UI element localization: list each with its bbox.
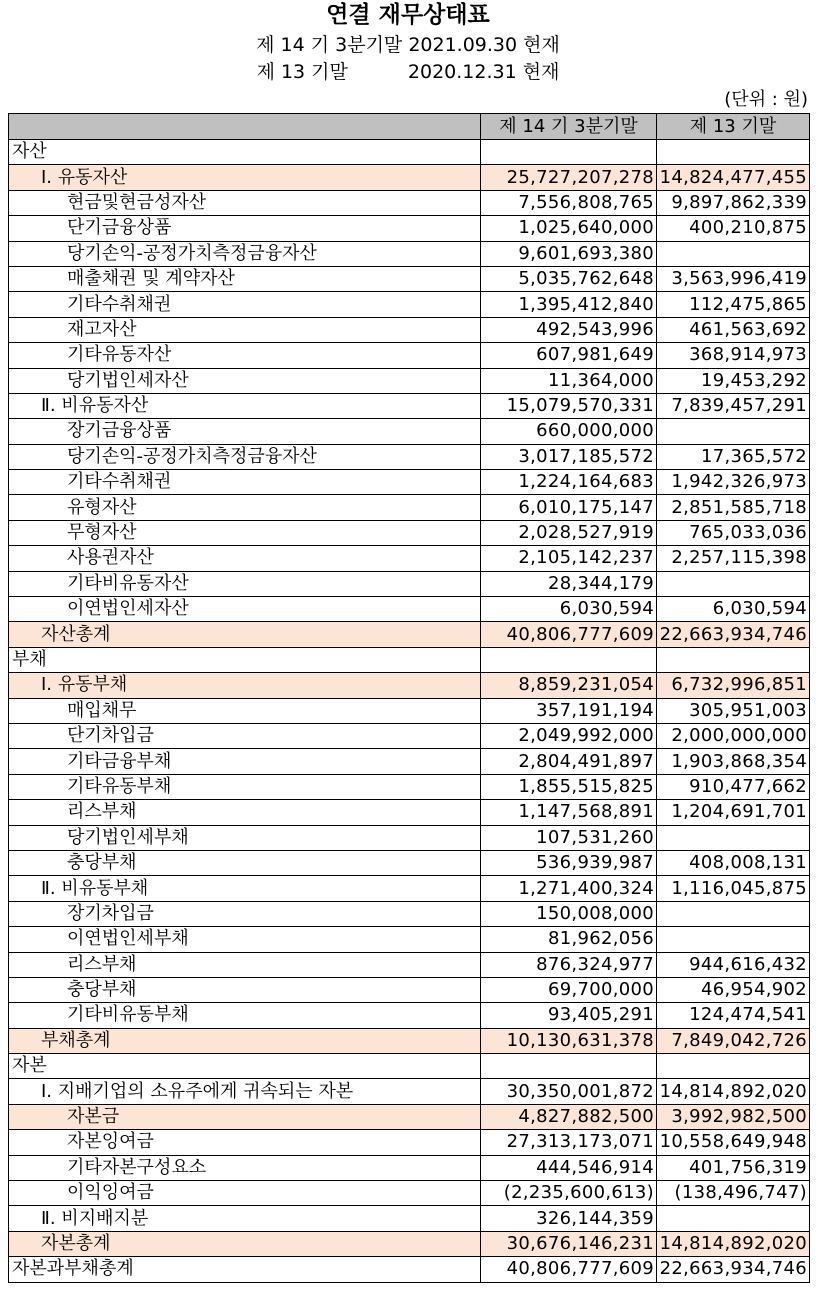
prior-period-label: 제 13 기말 <box>256 61 348 83</box>
prior-period-value: 46,954,902 <box>657 977 810 1002</box>
table-row <box>9 673 810 698</box>
prior-period-value: 7,849,042,726 <box>657 1028 810 1053</box>
current-period-value: 25,727,207,278 <box>481 165 657 190</box>
table-row <box>9 1206 810 1231</box>
prior-period-value: 2,257,115,398 <box>657 546 810 571</box>
account-label: 장기금융상품 <box>9 419 481 444</box>
current-period-value: 7,556,808,765 <box>481 190 657 215</box>
prior-period-value <box>657 825 810 850</box>
prior-period-value: 1,116,045,875 <box>657 876 810 901</box>
account-label: 기타금융부채 <box>9 749 481 774</box>
table-row <box>9 850 810 875</box>
current-period-value: 607,981,649 <box>481 343 657 368</box>
account-label: Ⅰ. 유동자산 <box>9 165 481 190</box>
account-label: 부채 <box>9 647 481 672</box>
prior-period-value: 14,814,892,020 <box>657 1231 810 1256</box>
account-label: Ⅰ. 유동부채 <box>9 673 481 698</box>
table-row <box>9 216 810 241</box>
header-row <box>9 114 810 140</box>
prior-period-value: 1,204,691,701 <box>657 800 810 825</box>
account-label: 장기차입금 <box>9 901 481 926</box>
prior-period-value: 14,824,477,455 <box>657 165 810 190</box>
account-label: 당기법인세부채 <box>9 825 481 850</box>
prior-period-value <box>657 241 810 266</box>
header-current-period: 제 14 기 3분기말 <box>481 114 657 140</box>
account-label: Ⅱ. 비지배지분 <box>9 1206 481 1231</box>
prior-period-value: 305,951,003 <box>657 698 810 723</box>
current-period-value: 8,859,231,054 <box>481 673 657 698</box>
table-row <box>9 952 810 977</box>
account-label: Ⅱ. 비유동자산 <box>9 393 481 418</box>
prior-period-value <box>657 419 810 444</box>
prior-period-value <box>657 927 810 952</box>
table-row <box>9 520 810 545</box>
table-row <box>9 876 810 901</box>
current-period-value: 93,405,291 <box>481 1003 657 1028</box>
table-row <box>9 597 810 622</box>
prior-period-value: 112,475,865 <box>657 292 810 317</box>
current-period-value: 1,271,400,324 <box>481 876 657 901</box>
prior-period-value: 22,663,934,746 <box>657 1257 810 1282</box>
account-label: Ⅱ. 비유동부채 <box>9 876 481 901</box>
table-row <box>9 1155 810 1180</box>
prior-period-value <box>657 140 810 165</box>
prior-period-value: 3,992,982,500 <box>657 1104 810 1129</box>
table-row <box>9 241 810 266</box>
prior-period-value: 910,477,662 <box>657 774 810 799</box>
account-label: 당기법인세자산 <box>9 368 481 393</box>
account-label: 기타비유동자산 <box>9 571 481 596</box>
prior-period-value: 22,663,934,746 <box>657 622 810 647</box>
account-label: 자본과부채총계 <box>9 1257 481 1282</box>
account-label: 자본 <box>9 1054 481 1079</box>
account-label: 이연법인세자산 <box>9 597 481 622</box>
prior-period-value: 368,914,973 <box>657 343 810 368</box>
current-period-value: 1,855,515,825 <box>481 774 657 799</box>
current-period-value: 660,000,000 <box>481 419 657 444</box>
prior-period-value: 461,563,692 <box>657 317 810 342</box>
table-row <box>9 495 810 520</box>
current-period-value: 40,806,777,609 <box>481 1257 657 1282</box>
prior-period-value: 1,942,326,973 <box>657 470 810 495</box>
table-row <box>9 800 810 825</box>
prior-period-value: 401,756,319 <box>657 1155 810 1180</box>
table-row <box>9 1079 810 1104</box>
prior-period-value: 9,897,862,339 <box>657 190 810 215</box>
current-period-value: 6,030,594 <box>481 597 657 622</box>
table-body <box>9 140 810 1283</box>
prior-period-date: 2020.12.31 현재 <box>407 61 560 83</box>
prior-period-value <box>657 647 810 672</box>
prior-period-value <box>657 1206 810 1231</box>
table-row <box>9 1104 810 1129</box>
table-row <box>9 546 810 571</box>
prior-period-value: 124,474,541 <box>657 1003 810 1028</box>
current-period-value: 150,008,000 <box>481 901 657 926</box>
prior-period-value: 10,558,649,948 <box>657 1130 810 1155</box>
current-period-value: 1,395,412,840 <box>481 292 657 317</box>
table-row <box>9 977 810 1002</box>
table-row <box>9 1257 810 1282</box>
table-row <box>9 444 810 469</box>
prior-period-value: 2,000,000,000 <box>657 723 810 748</box>
account-label: 기타자본구성요소 <box>9 1155 481 1180</box>
account-label: 사용권자산 <box>9 546 481 571</box>
account-label: 단기차입금 <box>9 723 481 748</box>
table-row <box>9 1231 810 1256</box>
current-period-value: 536,939,987 <box>481 850 657 875</box>
table-row <box>9 774 810 799</box>
table-row <box>9 1130 810 1155</box>
table-row <box>9 393 810 418</box>
table-row <box>9 165 810 190</box>
account-label: 유형자산 <box>9 495 481 520</box>
account-label: 리스부채 <box>9 800 481 825</box>
account-label: 충당부채 <box>9 850 481 875</box>
current-period-value: 444,546,914 <box>481 1155 657 1180</box>
current-period-value: 30,676,146,231 <box>481 1231 657 1256</box>
account-label: 재고자산 <box>9 317 481 342</box>
account-label: 자본금 <box>9 1104 481 1129</box>
current-period-value: 40,806,777,609 <box>481 622 657 647</box>
prior-period-value: 765,033,036 <box>657 520 810 545</box>
table-row <box>9 1054 810 1079</box>
account-label: 매출채권 및 계약자산 <box>9 266 481 291</box>
current-period-value <box>481 140 657 165</box>
prior-period-value: 17,365,572 <box>657 444 810 469</box>
account-label: 기타수취채권 <box>9 292 481 317</box>
prior-period-value: 400,210,875 <box>657 216 810 241</box>
current-period-value: 28,344,179 <box>481 571 657 596</box>
current-period-value: 5,035,762,648 <box>481 266 657 291</box>
account-label: 이연법인세부채 <box>9 927 481 952</box>
current-period-value: 357,191,194 <box>481 698 657 723</box>
table-row <box>9 266 810 291</box>
table-row <box>9 622 810 647</box>
account-label: 기타비유동부채 <box>9 1003 481 1028</box>
current-period-value: 1,147,568,891 <box>481 800 657 825</box>
current-period-value <box>481 1054 657 1079</box>
table-row <box>9 1028 810 1053</box>
account-label: 기타유동부채 <box>9 774 481 799</box>
current-period-value: 27,313,173,071 <box>481 1130 657 1155</box>
account-label: 이익잉여금 <box>9 1181 481 1206</box>
statement-title: 연결 재무상태표 <box>326 2 490 28</box>
account-label: 부채총계 <box>9 1028 481 1053</box>
current-period-value: 1,224,164,683 <box>481 470 657 495</box>
current-period-value: 6,010,175,147 <box>481 495 657 520</box>
account-label: 기타수취채권 <box>9 470 481 495</box>
table-row <box>9 470 810 495</box>
current-period: 제 14 기 3분기말 2021.09.30 현재 <box>256 34 560 56</box>
current-period-value: 2,049,992,000 <box>481 723 657 748</box>
table-row <box>9 317 810 342</box>
account-label: 자본잉여금 <box>9 1130 481 1155</box>
account-label: 매입채무 <box>9 698 481 723</box>
table-row <box>9 190 810 215</box>
current-period-value: 2,028,527,919 <box>481 520 657 545</box>
table-row <box>9 368 810 393</box>
prior-period-value: 1,903,868,354 <box>657 749 810 774</box>
prior-period-value: 2,851,585,718 <box>657 495 810 520</box>
current-period-value: 2,804,491,897 <box>481 749 657 774</box>
table-row <box>9 749 810 774</box>
account-label: 무형자산 <box>9 520 481 545</box>
table-row <box>9 647 810 672</box>
prior-period-value: 3,563,996,419 <box>657 266 810 291</box>
current-period-value: 1,025,640,000 <box>481 216 657 241</box>
current-period-value: 9,601,693,380 <box>481 241 657 266</box>
table-row <box>9 723 810 748</box>
table-row <box>9 571 810 596</box>
prior-period-value <box>657 571 810 596</box>
account-label: 리스부채 <box>9 952 481 977</box>
prior-period-value: 944,616,432 <box>657 952 810 977</box>
current-period-value: (2,235,600,613) <box>481 1181 657 1206</box>
current-period-value: 69,700,000 <box>481 977 657 1002</box>
current-period-value: 876,324,977 <box>481 952 657 977</box>
table-row <box>9 140 810 165</box>
current-period-value: 10,130,631,378 <box>481 1028 657 1053</box>
current-period-value: 30,350,001,872 <box>481 1079 657 1104</box>
current-period-value: 2,105,142,237 <box>481 546 657 571</box>
prior-period-value <box>657 901 810 926</box>
current-period-value: 81,962,056 <box>481 927 657 952</box>
table-row <box>9 1003 810 1028</box>
account-label: 자산총계 <box>9 622 481 647</box>
header-prior-period: 제 13 기말 <box>657 114 810 140</box>
prior-period-value: 7,839,457,291 <box>657 393 810 418</box>
table-row <box>9 927 810 952</box>
current-period-value: 492,543,996 <box>481 317 657 342</box>
table-row <box>9 901 810 926</box>
table-row <box>9 292 810 317</box>
prior-period-value: 6,732,996,851 <box>657 673 810 698</box>
current-period-value <box>481 647 657 672</box>
unit-label: (단위 : 원) <box>724 89 808 110</box>
prior-period <box>0 59 816 85</box>
account-label: 충당부채 <box>9 977 481 1002</box>
prior-period-value: (138,496,747) <box>657 1181 810 1206</box>
account-label: 당기손익-공정가치측정금융자산 <box>9 241 481 266</box>
table-row <box>9 419 810 444</box>
prior-period-value: 19,453,292 <box>657 368 810 393</box>
table-row <box>9 825 810 850</box>
account-label: 자본총계 <box>9 1231 481 1256</box>
current-period-value: 11,364,000 <box>481 368 657 393</box>
current-period-value: 107,531,260 <box>481 825 657 850</box>
account-label: 단기금융상품 <box>9 216 481 241</box>
table-row <box>9 698 810 723</box>
prior-period-value: 14,814,892,020 <box>657 1079 810 1104</box>
header-account <box>9 114 481 140</box>
account-label: 당기손익-공정가치측정금융자산 <box>9 444 481 469</box>
table-row <box>9 1181 810 1206</box>
account-label: 현금및현금성자산 <box>9 190 481 215</box>
prior-period-value <box>657 1054 810 1079</box>
current-period-value: 4,827,882,500 <box>481 1104 657 1129</box>
account-label: 자산 <box>9 140 481 165</box>
prior-period-value: 6,030,594 <box>657 597 810 622</box>
current-period-value: 15,079,570,331 <box>481 393 657 418</box>
prior-period-value: 408,008,131 <box>657 850 810 875</box>
account-label: 기타유동자산 <box>9 343 481 368</box>
current-period-value: 326,144,359 <box>481 1206 657 1231</box>
account-label: Ⅰ. 지배기업의 소유주에게 귀속되는 자본 <box>9 1079 481 1104</box>
table-row <box>9 343 810 368</box>
balance-sheet-table <box>8 113 810 1283</box>
current-period-value: 3,017,185,572 <box>481 444 657 469</box>
